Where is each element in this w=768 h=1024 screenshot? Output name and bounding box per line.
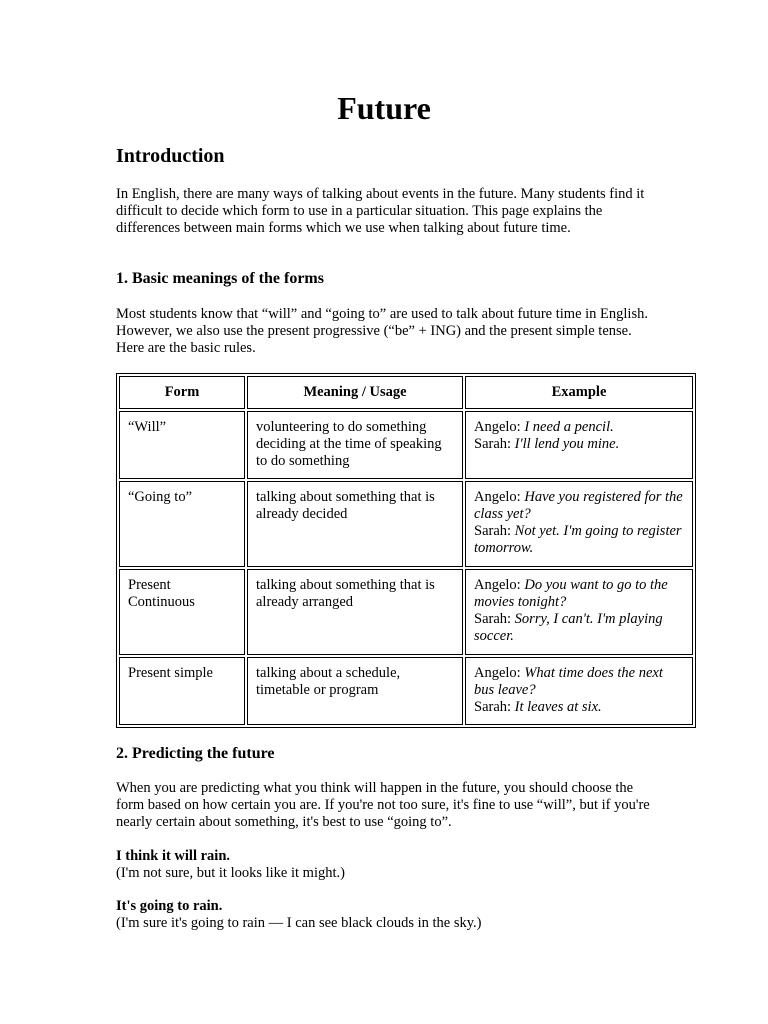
table-row bbox=[119, 569, 693, 655]
speaker-label: Angelo: bbox=[474, 664, 521, 681]
example-block-will bbox=[116, 848, 676, 882]
intro-paragraph: In English, there are many ways of talking about events in the future. Many students find it difficult to decide which form to use in a particular situation. This page explains the differences between main forms which we use when talking about future time. bbox=[116, 186, 645, 236]
meaning-cell: talking about a schedule, timetable or program bbox=[247, 657, 463, 725]
example-line: Not yet. I'm going to register tomorrow. bbox=[474, 523, 682, 557]
example-note: (I'm not sure, but it looks like it might.) bbox=[116, 865, 345, 881]
table-header-example: Example bbox=[465, 376, 693, 409]
form-cell: “Will” bbox=[119, 411, 245, 479]
example-note: (I'm sure it's going to rain — I can see black clouds in the sky.) bbox=[116, 915, 482, 931]
section1-heading: 1. Basic meanings of the forms bbox=[116, 270, 324, 287]
example-line: I'll lend you mine. bbox=[514, 436, 620, 452]
forms-table bbox=[116, 373, 696, 728]
example-line: I need a pencil. bbox=[524, 419, 614, 435]
meaning-cell: talking about something that is already arranged bbox=[247, 569, 463, 655]
example-cell bbox=[465, 657, 693, 725]
table-header-row bbox=[119, 376, 693, 409]
example-sentence: It's going to rain. bbox=[116, 898, 223, 914]
meaning-cell: talking about something that is already decided bbox=[247, 481, 463, 567]
table-header-meaning: Meaning / Usage bbox=[247, 376, 463, 409]
section1-paragraph: Most students know that “will” and “going to” are used to talk about future time in English. However, we also use the present progressive (“be” + ING) and the present simple tense. Here are the basic rules. bbox=[116, 306, 648, 356]
example-sentence: I think it will rain. bbox=[116, 848, 231, 864]
speaker-label: Sarah: bbox=[474, 610, 512, 627]
page-title: Future bbox=[337, 90, 431, 126]
example-line: It leaves at six. bbox=[514, 698, 602, 715]
speaker-label: Sarah: bbox=[474, 436, 512, 452]
table-row bbox=[119, 411, 693, 479]
speaker-label: Angelo: bbox=[474, 489, 521, 506]
table-row bbox=[119, 481, 693, 567]
example-cell bbox=[465, 569, 693, 655]
form-cell: “Going to” bbox=[119, 481, 245, 567]
meaning-cell: volunteering to do something deciding at the time of speaking to do something bbox=[247, 411, 463, 479]
example-line: What time does the next bus leave? bbox=[474, 664, 663, 698]
intro-heading: Introduction bbox=[116, 145, 225, 167]
section2-heading: 2. Predicting the future bbox=[116, 745, 275, 762]
example-line: Have you registered for the class yet? bbox=[474, 489, 683, 523]
form-cell: Present simple bbox=[119, 657, 245, 725]
form-cell: Present Continuous bbox=[119, 569, 245, 655]
table-header-form: Form bbox=[119, 376, 245, 409]
example-cell bbox=[465, 411, 693, 479]
speaker-label: Sarah: bbox=[474, 698, 512, 715]
section2-paragraph: When you are predicting what you think will happen in the future, you should choose the form based on how certain you are. If you're not too sure, it's fine to use “will”, but if you're nearly certain about something, it's best to use “going to”. bbox=[116, 780, 650, 830]
speaker-label: Sarah: bbox=[474, 523, 512, 540]
speaker-label: Angelo: bbox=[474, 419, 521, 435]
example-line: Sorry, I can't. I'm playing soccer. bbox=[474, 610, 663, 644]
example-line: Do you want to go to the movies tonight? bbox=[474, 576, 668, 610]
example-cell bbox=[465, 481, 693, 567]
example-block-going-to bbox=[116, 898, 676, 932]
table-row bbox=[119, 657, 693, 725]
speaker-label: Angelo: bbox=[474, 576, 521, 593]
